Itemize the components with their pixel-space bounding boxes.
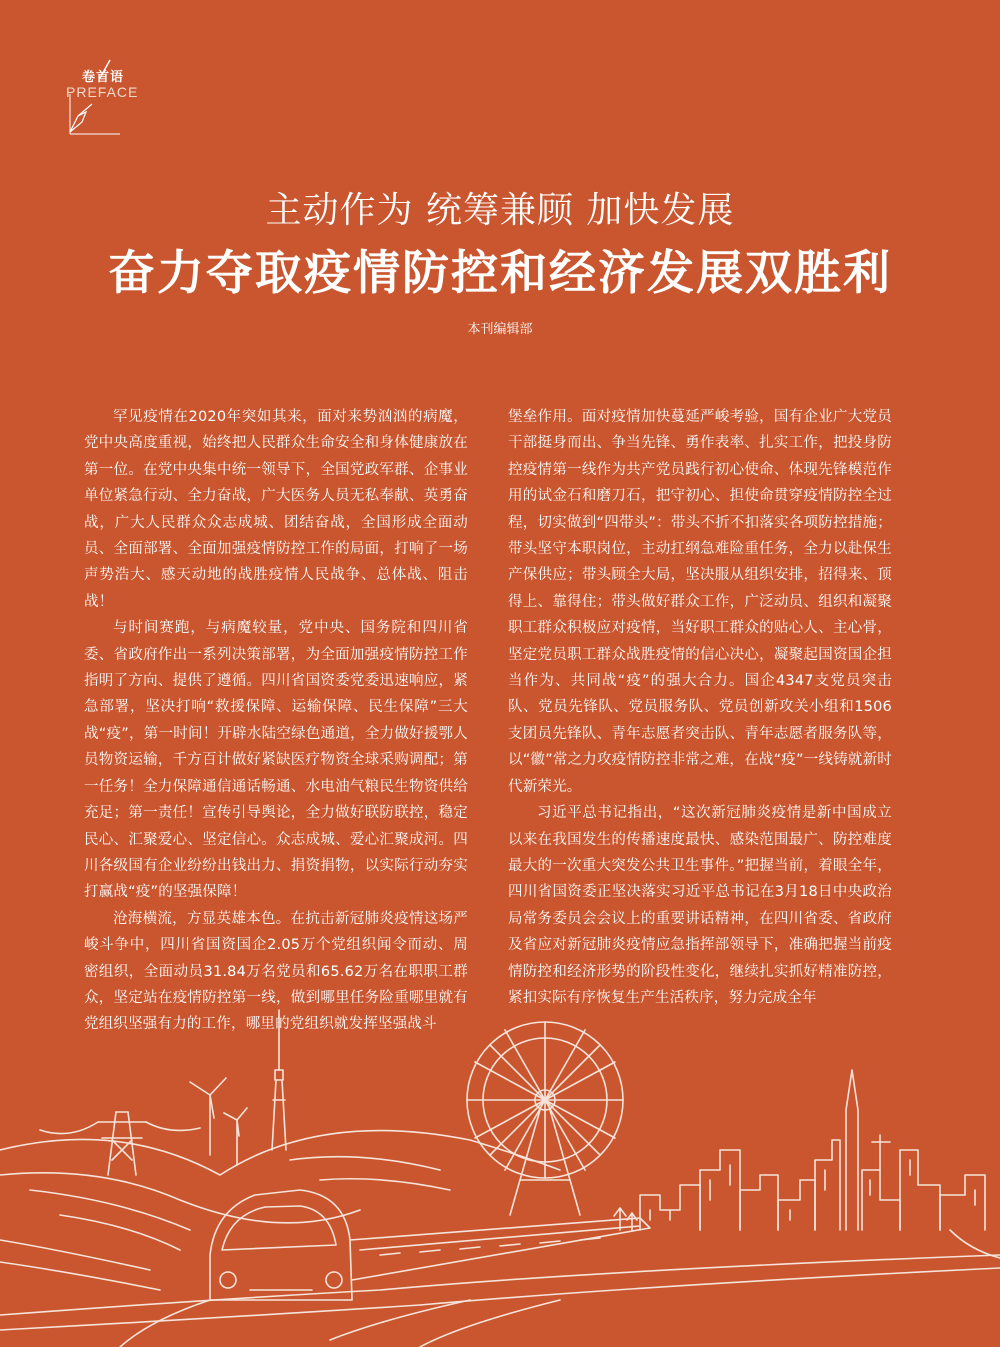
body-paragraph: 沧海横流，方显英雄本色。在抗击新冠肺炎疫情这场严峻斗争中，四川省国资国企2.05万个党组织闻令而动、周密组织，全面动员31.84万名党员和65.62万名在职职工群众，坚定站在疫情防控第一线，做到哪里任务险重哪里就有党组织坚强有力的工作，哪里的党组织就发挥坚强战斗 (84, 910, 468, 1033)
tv-tower-icon (272, 1010, 286, 1150)
section-label: 卷首语 (82, 70, 125, 85)
city-skyline (640, 1070, 985, 1230)
skyscraper (846, 1070, 858, 1230)
rail-track (0, 1255, 1000, 1315)
wind-turbine-icon (224, 1108, 247, 1165)
article-byline: 本刊编辑部 (467, 322, 533, 337)
body-column-right (508, 404, 892, 1011)
article-title: 奋力夺取疫情防控和经济发展双胜利 (108, 246, 892, 301)
wind-turbine-icon (190, 1078, 226, 1155)
city-train-illustration (0, 1000, 1000, 1347)
body-paragraph: 罕见疫情在2020年突如其来，面对来势汹汹的病魔，党中央高度重视，始终把人民群众生命安全和身体健康放在第一位。在党中央集中统一领导下，全国党政军群、企事业单位紧急行动、全力奋战，广大医务人员无私奉献、英勇奋战，广大人民群众众志成城、团结奋战，全国形成全面动员、全面部署、全面加强疫情防控工作的局面，打响了一场声势浩大、感天动地的战胜疫情人民战争、总体战、阻击战！ (84, 409, 468, 610)
body-paragraph: 与时间赛跑，与病魔较量，党中央、国务院和四川省委、省政府作出一系列决策部署，为全面加强疫情防控工作指明了方向、提供了遵循。四川省国资委党委迅速响应，紧急部署，坚决打响“救援保障、运输保障、民生保障”三大战“疫”，第一时间！开辟水陆空绿色通道，全力做好援鄂人员物资运输，千方百计做好紧缺医疗物资全球采购调配；第一任务！全力保障通信通话畅通、水电油气粮民生物资供给充足；第一责任！宣传引导舆论，全力做好联防联控，稳定民心、汇聚爱心、坚定信心。众志成城、爱心汇聚成河。四川各级国有企业纷纷出钱出力、捐资捐物，以实际行动夯实打赢战“疫”的坚强保障！ (84, 620, 468, 901)
body-paragraph: 习近平总书记指出，“这次新冠肺炎疫情是新中国成立以来在我国发生的传播速度最快、感染范围最广、防控难度最大的一次重大突发公共卫生事件。”把握当前，着眼全年，四川省国资委正坚决落实习近平总书记在3月18日中央政治局常务委员会会议上的重要讲话精神，在四川省委、省政府及省应对新冠肺炎疫情应急指挥部领导下，准确把握当前疫情防控和经济形势的阶段性变化，继续扎实抓好精准防控，紧扣实际有序恢复生产生活秩序，努力完成全年 (508, 805, 892, 1006)
high-speed-train-icon (210, 1190, 650, 1300)
article-subtitle: 主动作为 统筹兼顾 加快发展 (265, 190, 735, 231)
ferris-wheel-icon (467, 1022, 623, 1215)
body-paragraph: 堡垒作用。面对疫情加快蔓延严峻考验，国有企业广大党员干部挺身而出、争当先锋、勇作表率、扎实工作，把投身防控疫情第一线作为共产党员践行初心使命、体现先锋模范作用的试金石和磨刀石，把守初心、担使命贯穿疫情防控全过程，切实做到“四带头”：带头不折不扣落实各项防控措施；带头坚守本职岗位，主动扛纲急难险重任务，全力以赴保生产保供应；带头顾全大局，坚决服从组织安排，招得来、顶得上、靠得住；带头做好群众工作，广泛动员、组织和凝聚职工群众积极应对疫情，当好职工群众的贴心人、主心骨，坚定党员职工群众战胜疫情的信心决心，凝聚起国资国企担当作为、共同战“疫”的强大合力。国企4347支党员突击队、党员先锋队、党员服务队、党员创新攻关小组和1506支团员先锋队、青年志愿者突击队、青年志愿者服务队等，以“徽”常之力攻疫情防控非常之难，在战“疫”一线铸就新时代新荣光。 (508, 409, 892, 795)
power-pylon-icon (40, 1112, 200, 1175)
section-label-en: PREFACE (66, 84, 139, 100)
body-column-left (84, 404, 468, 1038)
